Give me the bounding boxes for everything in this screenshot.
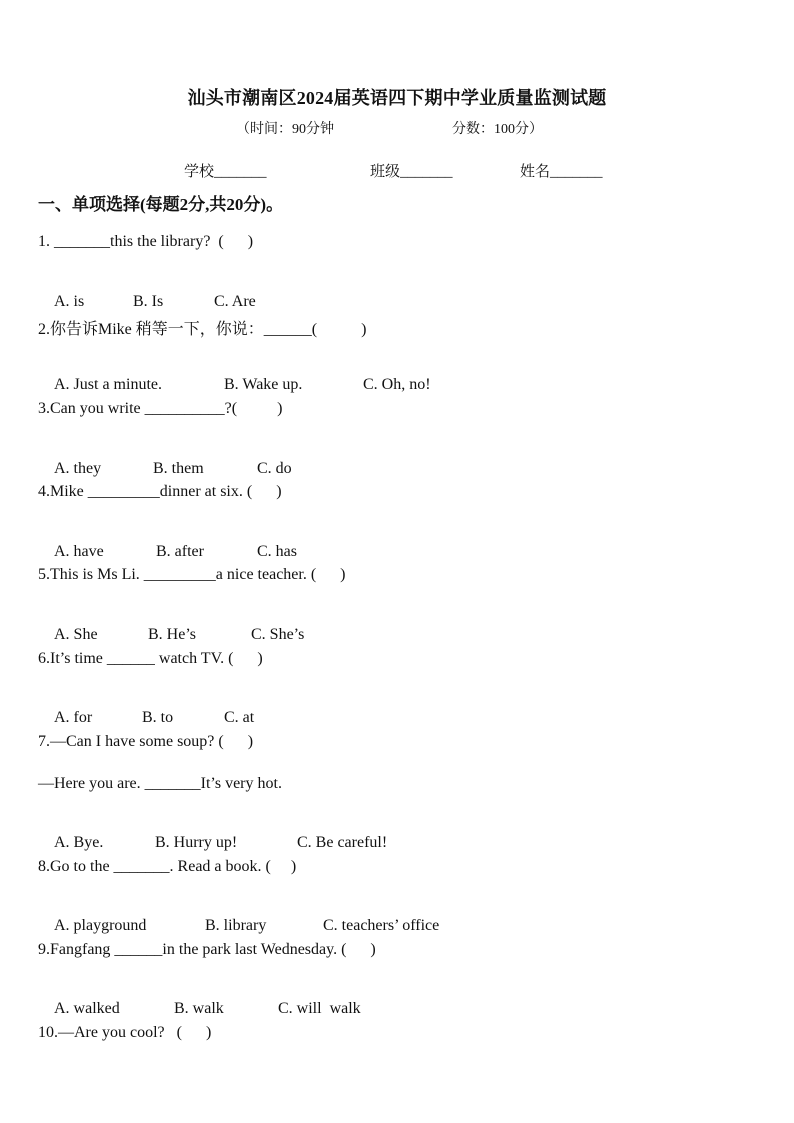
option-a: A. they bbox=[54, 460, 102, 477]
option-a: A. is bbox=[54, 293, 85, 310]
question-7-stem: 7.—Can I have some soup? ( ) bbox=[38, 733, 254, 750]
option-c: C. Be careful! bbox=[297, 834, 388, 851]
option-b: B. after bbox=[156, 543, 204, 560]
question-10-stem: 10.—Are you cool? ( ) bbox=[38, 1024, 212, 1041]
question-6-stem: 6.It’s time ______ watch TV. ( ) bbox=[38, 650, 263, 667]
option-b: B. Wake up. bbox=[224, 376, 303, 393]
section-title: 一、单项选择(每题2分,共20分)。 bbox=[38, 195, 284, 214]
option-a: A. for bbox=[54, 709, 93, 726]
option-a: A. Bye. bbox=[54, 834, 104, 851]
question-7-response: —Here you are. _______It’s very hot. bbox=[38, 775, 282, 792]
exam-score: 分数：100分） bbox=[452, 122, 543, 137]
class-field: 班级_______ bbox=[370, 164, 453, 180]
option-b: B. them bbox=[153, 460, 204, 477]
question-8-stem: 8.Go to the _______. Read a book. ( ) bbox=[38, 858, 297, 875]
question-5-stem: 5.This is Ms Li. _________a nice teacher. ( ) bbox=[38, 566, 346, 583]
option-b: B. to bbox=[142, 709, 174, 726]
question-9-stem: 9.Fangfang ______in the park last Wednesday. ( ) bbox=[38, 941, 376, 958]
option-c: C. has bbox=[257, 543, 297, 560]
option-c: C. at bbox=[224, 709, 255, 726]
option-c: C. Oh, no! bbox=[363, 376, 431, 393]
exam-time: （时间：90分钟 bbox=[236, 122, 334, 137]
option-a: A. walked bbox=[54, 1000, 120, 1017]
option-c: C. Are bbox=[214, 293, 256, 310]
option-c: C. do bbox=[257, 460, 292, 477]
option-a: A. playground bbox=[54, 917, 147, 934]
option-b: B. library bbox=[205, 917, 267, 934]
option-a: A. Just a minute. bbox=[54, 376, 162, 393]
option-b: B. walk bbox=[174, 1000, 224, 1017]
option-a: A. have bbox=[54, 543, 104, 560]
question-4-stem: 4.Mike _________dinner at six. ( ) bbox=[38, 483, 282, 500]
school-field: 学校_______ bbox=[184, 164, 267, 180]
option-c: C. She’s bbox=[251, 626, 305, 643]
option-c: C. will walk bbox=[278, 1000, 361, 1017]
question-1-stem: 1. _______this the library? ( ) bbox=[38, 233, 254, 250]
option-b: B. Hurry up! bbox=[155, 834, 238, 851]
option-a: A. She bbox=[54, 626, 98, 643]
option-b: B. Is bbox=[133, 293, 164, 310]
name-field: 姓名_______ bbox=[520, 164, 603, 180]
option-c: C. teachers’ office bbox=[323, 917, 440, 934]
option-b: B. He’s bbox=[148, 626, 196, 643]
question-2-stem: 2.你告诉Mike 稍等一下，你说：______( ) bbox=[38, 321, 367, 338]
question-3-stem: 3.Can you write __________?( ) bbox=[38, 400, 283, 417]
exam-title: 汕头市潮南区2024届英语四下期中学业质量监测试题 bbox=[187, 88, 607, 108]
